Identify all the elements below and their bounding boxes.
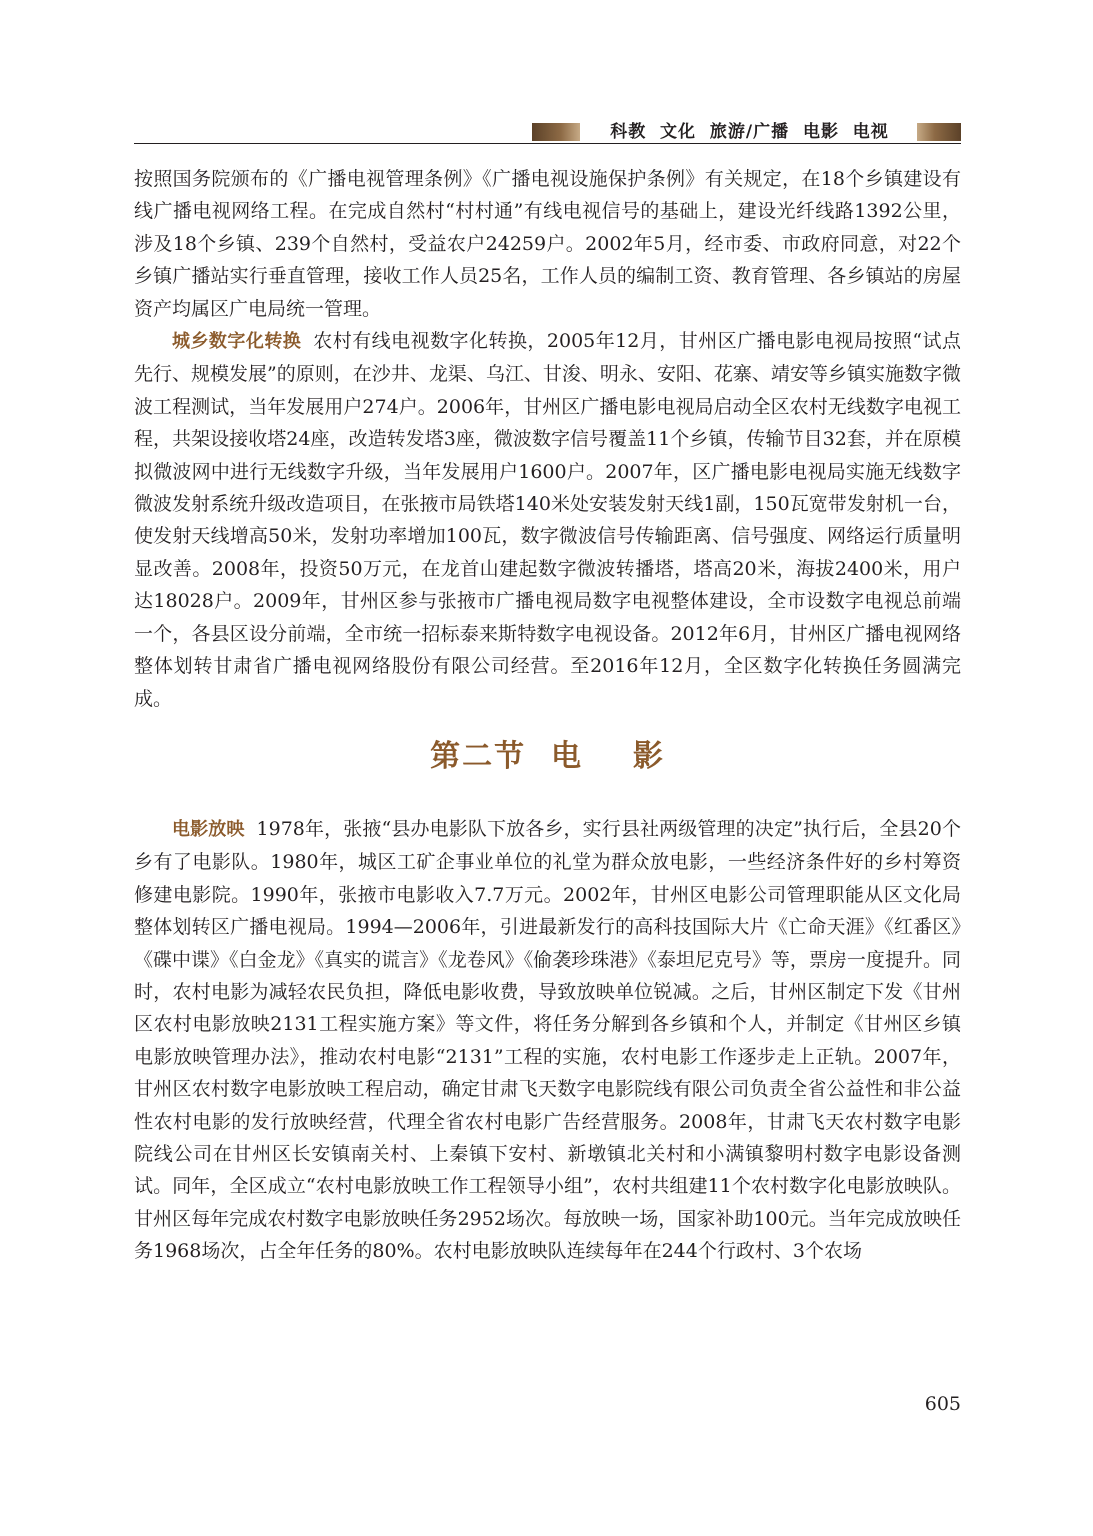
paragraph-continued [134, 163, 961, 325]
paragraph-film-screening [134, 813, 961, 1268]
running-header [134, 121, 961, 143]
paragraph-lead: 电影放映 [172, 818, 245, 840]
paragraph-text: 1978年，张掖“县办电影队下放各乡，实行县社两级管理的决定”执行后，全县20个乡有了电影队。1980年，城区工矿企事业单位的礼堂为群众放电影，一些经济条件好的乡村筹资修建电影院。1990年，张掖市电影收入7.7万元。2002年，甘州区电影公司管理职能从区文化局整体划转区广播电视局。1994—2006年，引进最新发行的高科技国际大片《亡命天涯》《红番区》《碟中谍》《白金龙》《真实的谎言》《龙卷风》《偷袭珍珠港》《泰坦尼克号》等，票房一度提升。同时，农村电影为减轻农民负担，降低电影收费，导致放映单位锐减。之后，甘州区制定下发《甘州区农村电影放映2131工程实施方案》等文件，将任务分解到各乡镇和个人，并制定《甘州区乡镇电影放映管理办法》，推动农村电影“2131”工程的实施，农村电影工作逐步走上正轨。2007年，甘州区农村数字电影放映工程启动，确定甘肃飞天数字电影院线有限公司负责全省公益性和非公益性农村电影的发行放映经营，代理全省农村电影广告经营服务。2008年，甘肃飞天农村数字电影院线公司在甘州区长安镇南关村、上秦镇下安村、新墩镇北关村和小满镇黎明村数字电影设备测试。同年，全区成立“农村电影放映工作工程领导小组”，农村共组建11个农村数字化电影放映队。甘州区每年完成农村数字电影放映任务2952场次。每放映一场，国家补助100元。当年完成放映任务1968场次，占全年任务的80%。农村电影放映队连续每年在244个行政村、3个农场 [134, 817, 961, 1263]
header-decor-bar-left [532, 123, 580, 141]
page-number: 605 [924, 1393, 961, 1415]
paragraph-digital-conversion [134, 325, 961, 715]
page-content [134, 163, 961, 1268]
header-rule [134, 143, 961, 144]
paragraph-text: 农村有线电视数字化转换，2005年12月，甘州区广播电影电视局按照“试点先行、规模发展”的原则，在沙井、龙渠、乌江、甘浚、明永、安阳、花寨、靖安等乡镇实施数字微波工程测试，当年发展用户274户。2006年，甘州区广播电影电视局启动全区农村无线数字电视工程，共架设接收塔24座，改造转发塔3座，微波数字信号覆盖11个乡镇，传输节目32套，并在原模拟微波网中进行无线数字升级，当年发展用户1600户。2007年，区广播电影电视局实施无线数字微波发射系统升级改造项目，在张掖市局铁塔140米处安装发射天线1副，150瓦宽带发射机一台，使发射天线增高50米，发射功率增加100瓦，数字微波信号传输距离、信号强度、网络运行质量明显改善。2008年，投资50万元，在龙首山建起数字微波转播塔，塔高20米，海拔2400米，用户达18028户。2009年，甘州区参与张掖市广播电视局数字电视整体建设，全市设数字电视总前端一个，各县区设分前端，全市统一招标泰来斯特数字电视设备。2012年6月，甘州区广播电视网络整体划转甘肃省广播电视网络股份有限公司经营。至2016年12月，全区数字化转换任务圆满完成。 [134, 330, 962, 710]
paragraph-text: 按照国务院颁布的《广播电视管理条例》《广播电视设施保护条例》有关规定，在18个乡镇建设有线广播电视网络工程。在完成自然村“村村通”有线电视信号的基础上，建设光纤线路1392公里，涉及18个乡镇、239个自然村，受益农户24259户。2002年5月，经市委、市政府同意，对22个乡镇广播站实行垂直管理，接收工作人员25名，工作人员的编制工资、教育管理、各乡镇站的房屋资产均属区广电局统一管理。 [134, 168, 961, 320]
header-decor-bar-right [917, 123, 961, 141]
paragraph-lead: 城乡数字化转换 [172, 331, 302, 353]
section-title: 第二节 电 影 [430, 738, 665, 774]
header-title: 科教 文化 旅游/广播 电影 电视 [610, 122, 889, 142]
